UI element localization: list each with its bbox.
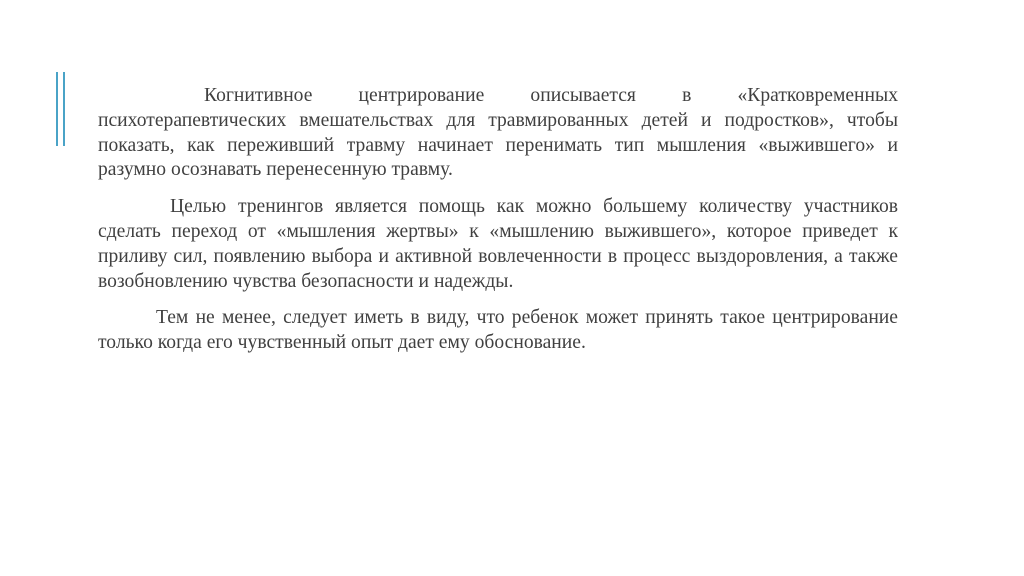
paragraph-3: Тем не менее, следует иметь в виду, что ребенок может принять такое центрирование только когда его чувственный опыт дает ему обоснование.	[98, 307, 898, 354]
paragraph-1: Когнитивное центрирование описывается в «Кратковременных психотерапевтических вмешательствах для травмированных детей и подростков», чтобы показать, как переживший травму начинает перенимать тип мышления «выжившего» и разумно осознавать перенесенную травму.	[98, 85, 898, 181]
accent-bar-left	[56, 72, 58, 146]
slide-text	[98, 84, 898, 368]
accent-bar-right	[63, 72, 65, 146]
paragraph-2: Целью тренингов является помощь как можно большему количеству участников сделать переход от «мышления жертвы» к «мышлению выжившего», которое приведет к приливу сил, появлению выбора и активной вовлеченности в процесс выздоровления, а также возобновлению чувства безопасности и надежды.	[98, 196, 898, 292]
